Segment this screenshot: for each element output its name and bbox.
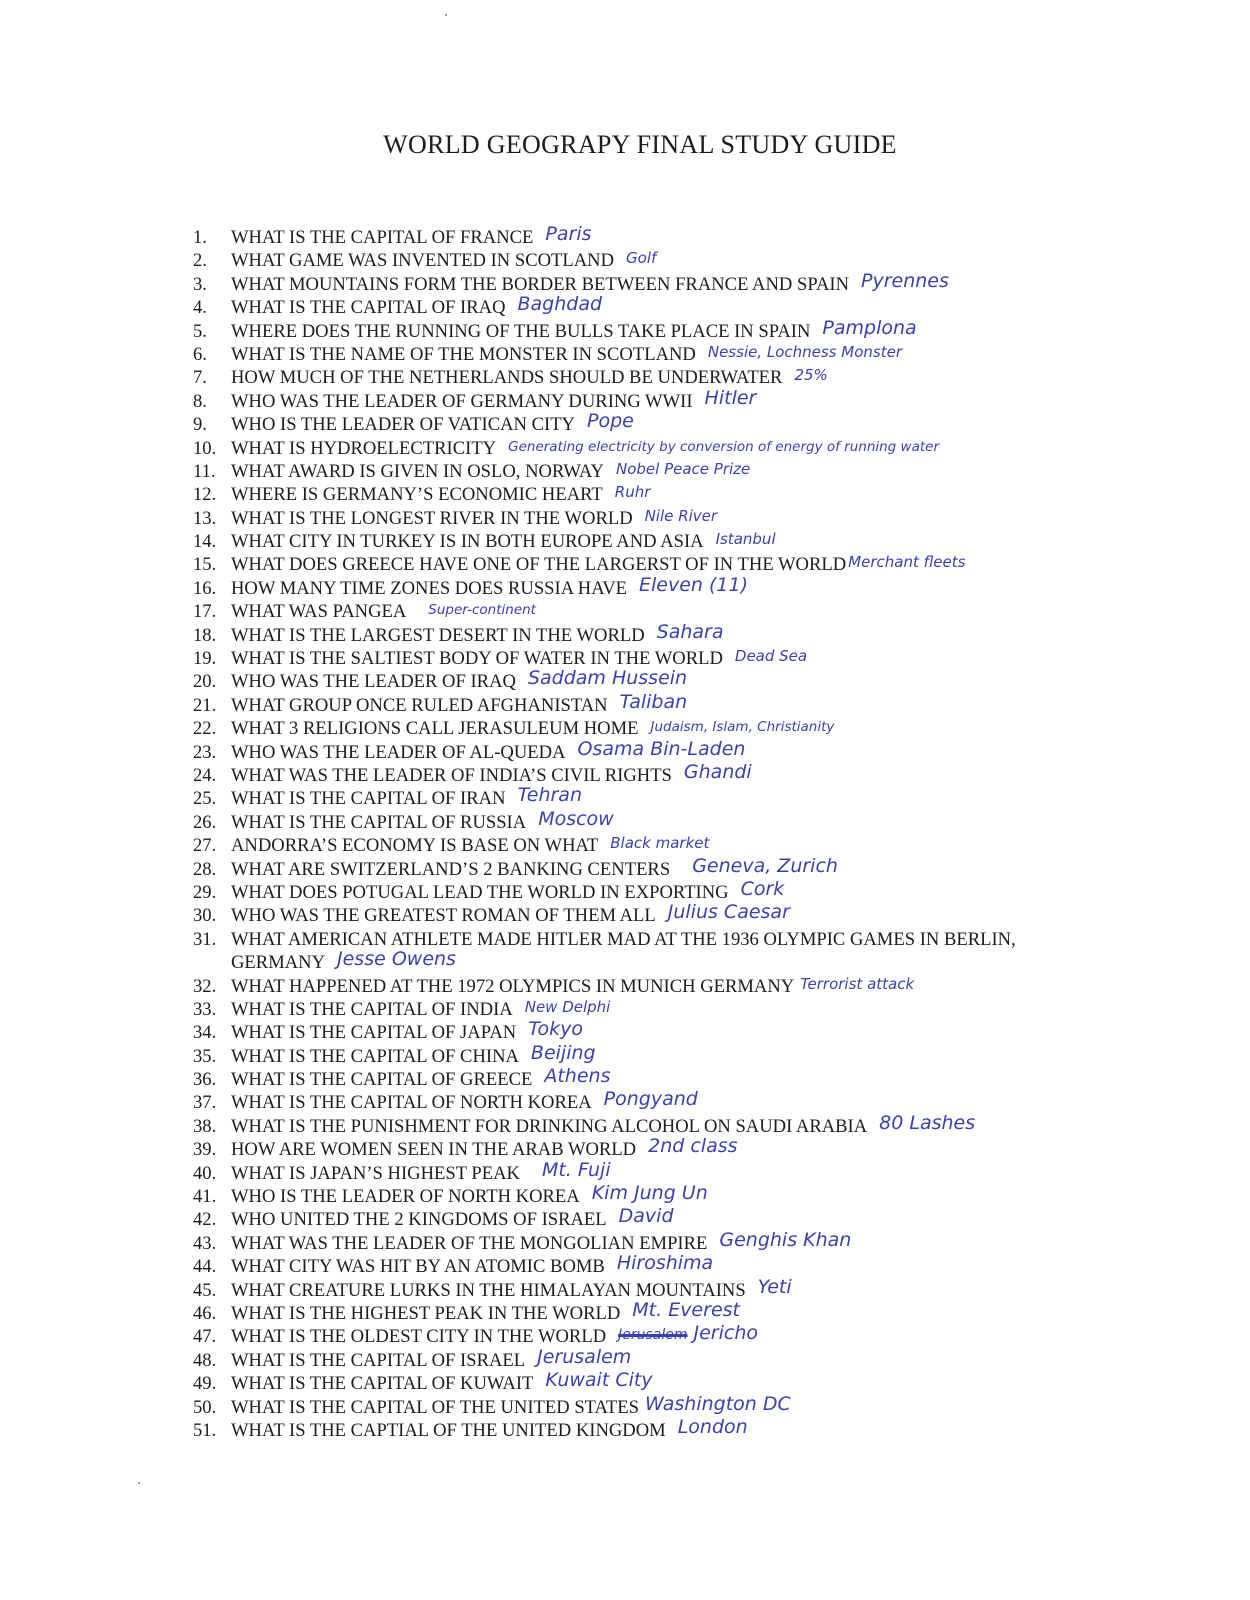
question-text: WHAT WAS THE LEADER OF INDIA’S CIVIL RIGHTS	[231, 764, 672, 786]
handwritten-answer: Jerusalem	[537, 1345, 632, 1368]
question-item	[193, 483, 1193, 506]
question-text: WHAT IS THE CAPITAL OF JAPAN	[231, 1022, 517, 1044]
question-number: 41.	[193, 1186, 217, 1208]
question-text: WHAT CITY IN TURKEY IS IN BOTH EUROPE AND ASIA	[231, 531, 704, 553]
handwritten-answer: Taliban	[619, 690, 688, 713]
question-text: WHAT MOUNTAINS FORM THE BORDER BETWEEN FRANCE AND SPAIN	[231, 273, 850, 295]
question-text: WHAT IS JAPAN’S HIGHEST PEAK	[231, 1162, 520, 1184]
handwritten-answer: Geneva, Zurich	[692, 854, 838, 877]
question-number: 44.	[193, 1256, 217, 1278]
question-number: 20.	[193, 671, 217, 693]
question-text: WHAT IS THE CAPITAL OF ISRAEL	[231, 1349, 526, 1371]
question-text: HOW MANY TIME ZONES DOES RUSSIA HAVE	[231, 577, 628, 599]
question-item	[193, 1018, 1193, 1044]
question-item	[193, 530, 1193, 553]
question-number: 29.	[193, 881, 217, 903]
question-number: 45.	[193, 1279, 217, 1301]
handwritten-answer: Athens	[544, 1065, 611, 1088]
handwritten-answer-struck	[618, 1322, 687, 1344]
question-item	[193, 293, 1193, 319]
question-number: 51.	[193, 1419, 217, 1441]
question-item	[193, 316, 1193, 343]
question-text: WHAT IS THE LARGEST DESERT IN THE WORLD	[231, 624, 645, 646]
question-number: 19.	[193, 648, 217, 670]
handwritten-answer: Cork	[740, 877, 785, 900]
question-text: HOW MUCH OF THE NETHERLANDS SHOULD BE UNDERWATER	[231, 367, 783, 389]
question-item	[193, 1135, 1193, 1161]
question-text: WHERE DOES THE RUNNING OF THE BULLS TAKE PLACE IN SPAIN	[231, 320, 811, 342]
question-text: WHO WAS THE LEADER OF IRAQ	[231, 671, 516, 693]
question-list	[193, 223, 1193, 1442]
question-item	[193, 1345, 1193, 1372]
question-number: 11.	[193, 460, 216, 482]
handwritten-answer: Nile River	[644, 506, 718, 525]
scan-speck	[138, 1482, 140, 1484]
question-number: 35.	[193, 1045, 217, 1067]
question-item	[193, 760, 1193, 787]
question-text: WHAT IS THE CAPITAL OF CHINA	[231, 1045, 519, 1067]
question-number: 9.	[193, 414, 207, 436]
handwritten-answer: Beijing	[530, 1041, 596, 1064]
question-text: WHAT IS THE CAPITAL OF THE UNITED STATES	[231, 1396, 639, 1418]
question-number: 24.	[193, 764, 217, 786]
question-number: 21.	[193, 694, 217, 716]
question-number: 1.	[193, 227, 207, 248]
question-number: 2.	[193, 250, 207, 272]
question-number: 15.	[193, 554, 217, 576]
question-number: 12.	[193, 484, 217, 506]
question-text: WHAT IS THE LONGEST RIVER IN THE WORLD	[231, 507, 633, 529]
handwritten-answer: Hitler	[704, 386, 757, 409]
handwritten-answer: Nobel Peace Prize	[615, 459, 751, 478]
question-text: WHAT IS THE SALTIEST BODY OF WATER IN THE WORLD	[231, 648, 723, 670]
question-item	[193, 647, 1193, 670]
question-text: WHAT IS THE CAPITAL OF GREECE	[231, 1069, 533, 1091]
handwritten-answer: Pope	[586, 410, 634, 433]
question-number: 49.	[193, 1373, 217, 1395]
handwritten-answer: Judaism, Islam, Christianity	[650, 719, 835, 736]
handwritten-answer: Jericho	[693, 1322, 759, 1345]
question-number: 37.	[193, 1092, 217, 1114]
question-number: 28.	[193, 858, 217, 880]
question-text: WHAT 3 RELIGIONS CALL JERASULEUM HOME	[231, 718, 639, 740]
handwritten-answer: Pongyand	[603, 1088, 698, 1111]
handwritten-answer: Washington DC	[644, 1392, 791, 1415]
handwritten-answer: Baghdad	[517, 293, 603, 316]
question-number: 43.	[193, 1232, 217, 1254]
question-text: WHO WAS THE LEADER OF AL-QUEDA	[231, 741, 566, 763]
question-item	[193, 667, 1193, 693]
handwritten-answer: Dead Sea	[734, 647, 808, 666]
question-item	[193, 1298, 1193, 1325]
question-text: WHAT GROUP ONCE RULED AFGHANISTAN	[231, 694, 608, 716]
handwritten-answer: Terrorist attack	[800, 974, 915, 993]
question-item	[193, 343, 1193, 366]
handwritten-answer: 80 Lashes	[879, 1111, 976, 1134]
question-number: 8.	[193, 390, 207, 412]
question-number: 36.	[193, 1069, 217, 1091]
question-text: WHAT IS THE CAPTIAL OF THE UNITED KINGDOM	[231, 1419, 666, 1441]
question-text: WHAT AMERICAN ATHLETE MADE HITLER MAD AT THE 1936 OLYMPIC GAMES IN BERLIN, GERMANY	[231, 928, 1016, 974]
question-item	[193, 690, 1193, 717]
scan-speck	[445, 14, 447, 16]
handwritten-answer: Moscow	[538, 807, 614, 830]
question-number: 39.	[193, 1139, 217, 1161]
handwritten-answer: Kuwait City	[545, 1369, 653, 1392]
handwritten-answer: London	[677, 1415, 748, 1438]
question-item	[193, 1041, 1193, 1068]
question-number: 6.	[193, 343, 207, 365]
question-text: WHAT DOES GREECE HAVE ONE OF THE LARGERST OF IN THE WORLD	[231, 554, 847, 576]
question-number: 22.	[193, 718, 217, 740]
question-text: WHAT IS THE CAPITAL OF RUSSIA	[231, 811, 527, 833]
question-item	[193, 573, 1193, 600]
handwritten-answer: 2nd class	[648, 1135, 738, 1158]
question-text: WHAT ARE SWITZERLAND’S 2 BANKING CENTERS	[231, 858, 671, 880]
page-title: WORLD GEOGRAPY FINAL STUDY GUIDE	[383, 130, 897, 159]
question-text: WHAT IS THE CAPITAL OF KUWAIT	[231, 1373, 534, 1395]
question-number: 7.	[193, 367, 207, 389]
handwritten-answer: Golf	[626, 249, 657, 268]
question-number: 50.	[193, 1396, 217, 1418]
handwritten-answer: Black market	[610, 834, 710, 853]
question-number: 30.	[193, 905, 217, 927]
question-number: 10.	[193, 437, 217, 459]
question-number: 14.	[193, 531, 217, 553]
question-item	[193, 507, 1193, 530]
handwritten-answer: Julius Caesar	[667, 901, 790, 924]
handwritten-answer: Istanbul	[715, 530, 776, 549]
question-item	[193, 437, 1193, 460]
question-item	[193, 460, 1193, 483]
question-item	[193, 1182, 1193, 1208]
question-text: WHAT CREATURE LURKS IN THE HIMALAYAN MOUNTAINS	[231, 1279, 746, 1301]
question-number: 42.	[193, 1209, 217, 1231]
handwritten-answer: Eleven (11)	[639, 573, 749, 596]
question-item	[193, 975, 1193, 998]
question-item	[193, 901, 1193, 927]
question-number: 32.	[193, 975, 217, 997]
question-text: WHAT DOES POTUGAL LEAD THE WORLD IN EXPORTING	[231, 881, 729, 903]
question-number: 25.	[193, 788, 217, 810]
handwritten-answer: New Delphi	[524, 997, 611, 1016]
question-text: WHAT GAME WAS INVENTED IN SCOTLAND	[231, 250, 615, 272]
question-number: 27.	[193, 835, 217, 857]
handwritten-answer: Tokyo	[528, 1018, 583, 1041]
handwritten-answer: Super-continent	[428, 602, 536, 619]
handwritten-answer: Mt. Everest	[632, 1298, 740, 1321]
question-text: WHAT IS THE CAPITAL OF FRANCE	[231, 227, 534, 248]
question-number: 40.	[193, 1162, 217, 1184]
question-item	[193, 1088, 1193, 1114]
question-number: 31.	[193, 928, 217, 950]
handwritten-answer: Pamplona	[822, 316, 917, 339]
question-text: WHAT IS THE CAPITAL OF IRAQ	[231, 297, 506, 319]
handwritten-answer: 25%	[794, 366, 828, 385]
question-text: HOW ARE WOMEN SEEN IN THE ARAB WORLD	[231, 1139, 637, 1161]
handwritten-answer: Pyrennes	[861, 269, 949, 292]
question-text: WHAT IS THE NAME OF THE MONSTER IN SCOTLAND	[231, 343, 696, 365]
question-text: WHAT IS THE CAPITAL OF NORTH KOREA	[231, 1092, 592, 1114]
question-text: WHO IS THE LEADER OF VATICAN CITY	[231, 414, 575, 436]
question-item	[193, 784, 1193, 810]
handwritten-answer: Mt. Fuji	[541, 1158, 611, 1181]
handwritten-answer: Tehran	[517, 784, 582, 807]
handwritten-answer: Merchant fleets	[848, 553, 966, 572]
handwritten-answer: David	[618, 1205, 674, 1228]
question-item	[193, 249, 1193, 272]
handwritten-answer: Ghandi	[683, 760, 752, 783]
question-text: WHAT IS THE CAPITAL OF IRAN	[231, 788, 506, 810]
question-item	[193, 223, 1193, 249]
question-number: 13.	[193, 507, 217, 529]
question-text: WHO WAS THE GREATEST ROMAN OF THEM ALL	[231, 905, 656, 927]
handwritten-answer: Sahara	[656, 620, 724, 643]
question-number: 48.	[193, 1349, 217, 1371]
question-item	[193, 928, 1193, 975]
question-number: 23.	[193, 741, 217, 763]
handwritten-answer: Saddam Hussein	[527, 667, 688, 690]
question-item	[193, 998, 1193, 1021]
question-number: 38.	[193, 1115, 217, 1137]
question-number: 5.	[193, 320, 207, 342]
question-number: 33.	[193, 998, 217, 1020]
question-text: WHAT IS THE HIGHEST PEAK IN THE WORLD	[231, 1302, 621, 1324]
handwritten-answer: Osama Bin-Laden	[577, 737, 746, 760]
question-item	[193, 1205, 1193, 1231]
question-text: WHAT WAS THE LEADER OF THE MONGOLIAN EMPIRE	[231, 1232, 708, 1254]
question-text: WHAT CITY WAS HIT BY AN ATOMIC BOMB	[231, 1256, 605, 1278]
question-item	[193, 1322, 1193, 1348]
question-number: 34.	[193, 1022, 217, 1044]
question-item	[193, 269, 1193, 296]
handwritten-answer: Jesse Owens	[337, 948, 456, 971]
question-number: 47.	[193, 1326, 217, 1348]
handwritten-answer: Ruhr	[614, 483, 651, 502]
question-number: 3.	[193, 273, 207, 295]
question-text: ANDORRA’S ECONOMY IS BASE ON WHAT	[231, 835, 599, 857]
question-number: 18.	[193, 624, 217, 646]
question-item	[193, 410, 1193, 436]
question-text: WHAT IS HYDROELECTRICITY	[231, 437, 497, 459]
question-text: WHERE IS GERMANY’S ECONOMIC HEART	[231, 484, 603, 506]
handwritten-answer: Yeti	[757, 1275, 792, 1298]
question-item	[193, 854, 1193, 881]
question-text: WHO IS THE LEADER OF NORTH KOREA	[231, 1186, 580, 1208]
handwritten-answer: Paris	[545, 223, 592, 245]
question-text: WHO UNITED THE 2 KINGDOMS OF ISRAEL	[231, 1209, 607, 1231]
question-item	[193, 620, 1193, 647]
question-number: 4.	[193, 297, 207, 319]
question-item	[193, 1252, 1193, 1278]
question-number: 26.	[193, 811, 217, 833]
question-text: WHAT AWARD IS GIVEN IN OSLO, NORWAY	[231, 460, 604, 482]
question-item	[193, 386, 1193, 413]
question-item	[193, 807, 1193, 834]
question-number: 17.	[193, 601, 217, 623]
handwritten-answer: Hiroshima	[616, 1252, 714, 1275]
question-text: WHO WAS THE LEADER OF GERMANY DURING WWII	[231, 390, 693, 412]
question-item	[193, 1415, 1193, 1442]
question-text: WHAT IS THE CAPITAL OF INDIA	[231, 998, 513, 1020]
question-text: WHAT WAS PANGEA	[231, 601, 407, 623]
handwritten-answer: Nessie, Lochness Monster	[707, 342, 903, 361]
question-number: 46.	[193, 1302, 217, 1324]
struck-answer: Jerusalem	[618, 1327, 688, 1344]
question-text: WHAT IS THE PUNISHMENT FOR DRINKING ALCOHOL ON SAUDI ARABIA	[231, 1115, 868, 1137]
question-number: 16.	[193, 577, 217, 599]
question-text: WHAT HAPPENED AT THE 1972 OLYMPICS IN MUNICH GERMANY	[231, 975, 795, 997]
question-text: WHAT IS THE OLDEST CITY IN THE WORLD	[231, 1326, 607, 1348]
handwritten-answer: Genghis Khan	[719, 1228, 852, 1251]
handwritten-answer: Kim Jung Un	[591, 1182, 708, 1205]
handwritten-answer: Generating electricity by conversion of energy of running water	[508, 438, 940, 455]
question-item	[193, 366, 1193, 389]
